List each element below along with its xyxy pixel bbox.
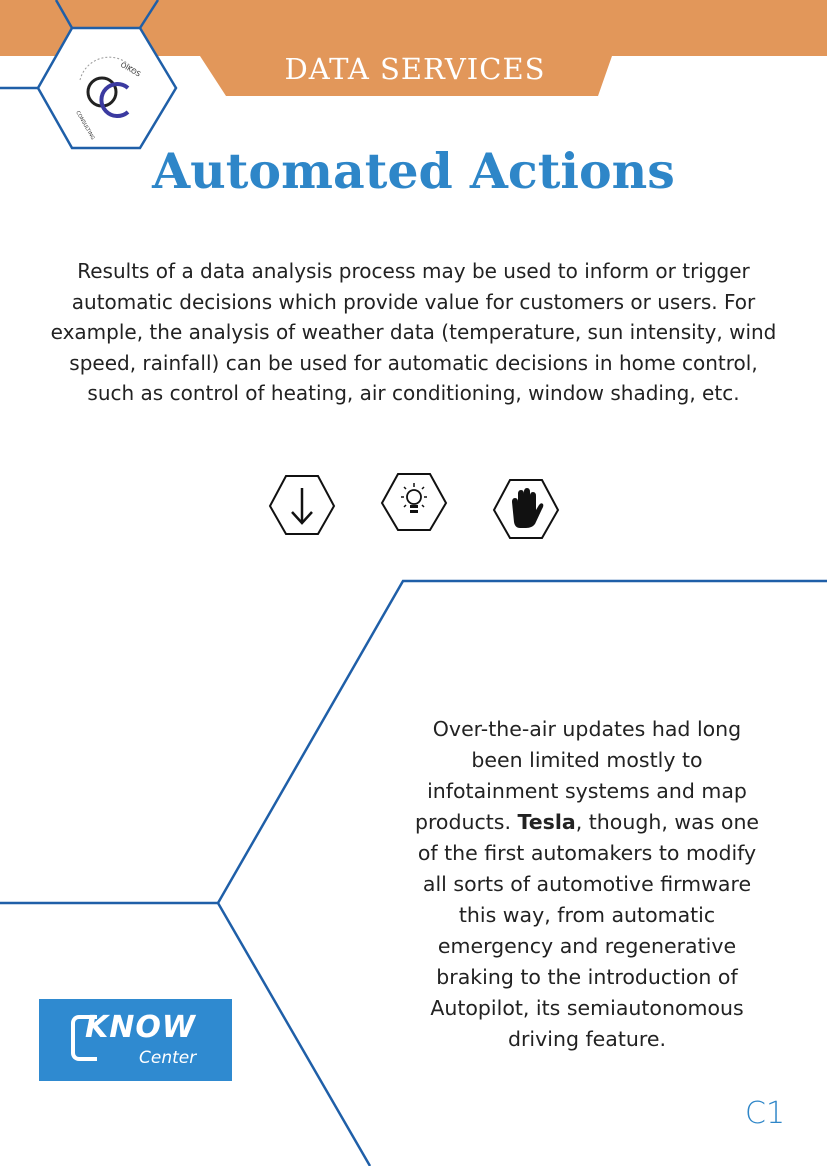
logo-know-text: KNOW — [85, 1010, 196, 1045]
tesla-quote — [405, 714, 769, 1055]
hand-stop-icon — [494, 480, 558, 538]
intro-paragraph: Results of a data analysis process may be used to inform or trigger automatic decisions which provide value for customers or users. For example, the analysis of weather data (temperature, sun intensity, wind speed, rainfall) can be used for automatic decisions in home control, such as control of heating, air conditioning, window shading, etc. — [50, 259, 777, 405]
hexagon-logo-frame — [0, 0, 200, 160]
page-title: Automated Actions — [152, 142, 675, 200]
quote-highlight-tesla: Tesla — [517, 810, 576, 834]
quote-text-end: , though, was one of the first automakers to modify all sorts of automotive firmware this way, from automatic emergency and regenerative braking to the introduction of Autopilot, its semiautonomous driving feature. — [417, 810, 760, 1051]
arrow-down-icon — [270, 476, 334, 534]
svg-text:CONSULTING: CONSULTING — [74, 110, 96, 141]
svg-text:OIKOS: OIKOS — [119, 60, 142, 79]
know-center-logo — [39, 999, 232, 1081]
section-label: DATA SERVICES — [284, 52, 546, 86]
quote-text-start: Over-the-air updates had long been limited mostly to infotainment systems and map products. — [414, 717, 747, 834]
lightbulb-icon — [382, 474, 446, 530]
logo-center-text: Center — [139, 1048, 197, 1068]
page-number: C1 — [745, 1096, 786, 1131]
icon-row — [0, 470, 827, 542]
